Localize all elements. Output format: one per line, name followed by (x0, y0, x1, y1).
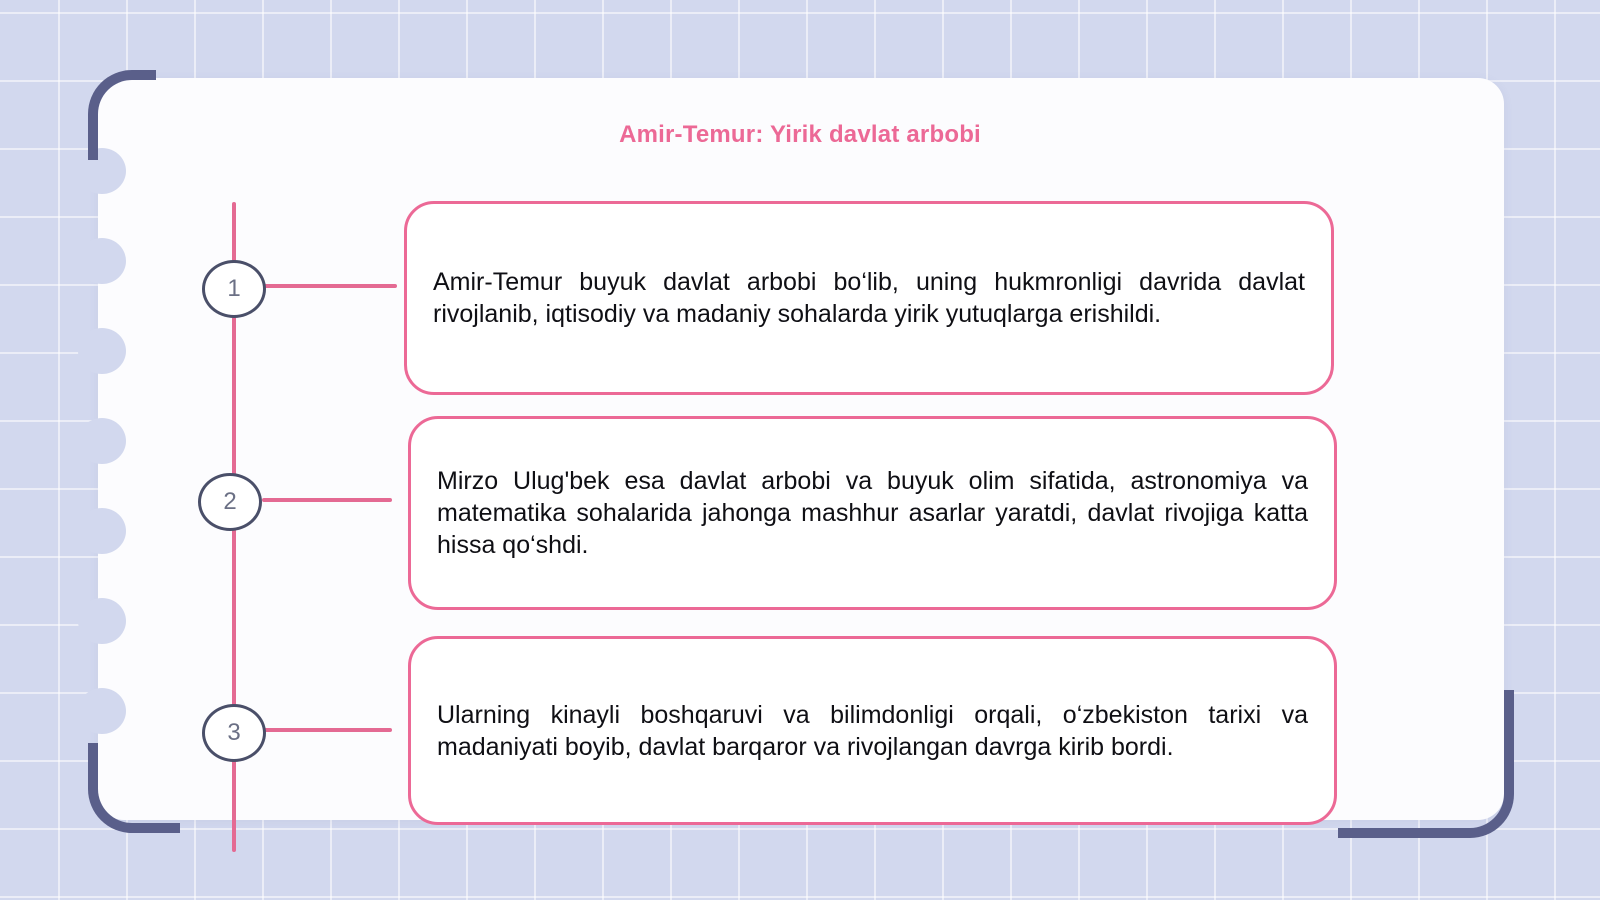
step-number-badge (198, 473, 262, 531)
step-number: 3 (227, 719, 241, 746)
step-connector (262, 284, 397, 288)
step-number: 2 (223, 488, 237, 515)
step-number: 1 (227, 275, 241, 302)
slide-title: Amir-Temur: Yirik davlat arbobi (619, 121, 981, 148)
step-connector (262, 498, 392, 502)
step-number-badge (202, 704, 266, 762)
step-text: Mirzo Ulug'bek esa davlat arbobi va buyuk olim sifatida, astronomiya va matematika sohalarida jahonga mashhur asarlar yaratdi, davlat rivojiga katta hissa qo‘shdi. (437, 467, 1308, 559)
step-box (408, 416, 1337, 610)
card-notch (78, 688, 126, 734)
corner-bracket-bottom-left (88, 743, 180, 833)
card-notch (78, 328, 126, 374)
card-notch (78, 508, 126, 554)
step-text: Amir-Temur buyuk davlat arbobi bo‘lib, uning hukmronligi davrida davlat rivojlanib, iqtisodiy va madaniy sohalarda yirik yutuqlarga erishildi. (433, 268, 1305, 328)
step-box (408, 636, 1337, 825)
step-number-badge (202, 260, 266, 318)
step-box (404, 201, 1334, 395)
step-connector (262, 728, 392, 732)
card-notch (78, 418, 126, 464)
corner-bracket-bottom-right (1338, 690, 1514, 838)
card-notch (78, 238, 126, 284)
card-notch (78, 598, 126, 644)
step-text: Ularning kinayli boshqaruvi va bilimdonligi orqali, o‘zbekiston tarixi va madaniyati boyib, davlat barqaror va rivojlangan davrga kirib bordi. (437, 700, 1308, 761)
